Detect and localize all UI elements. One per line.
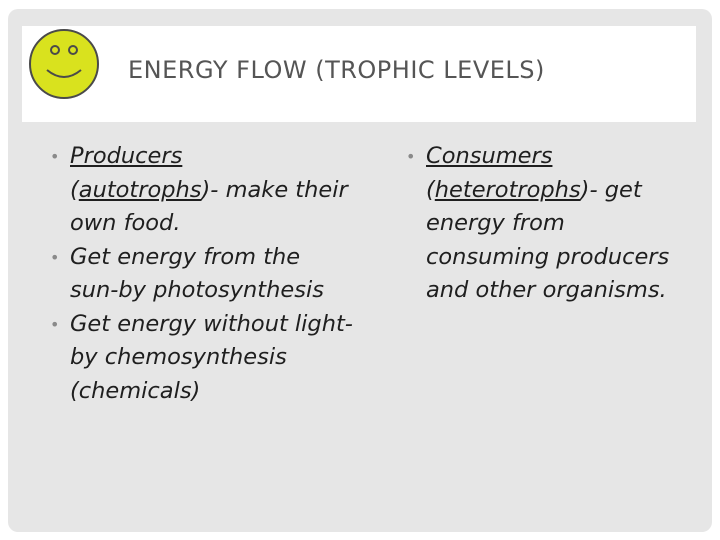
bullet-dot: •: [50, 247, 60, 267]
bullet-sun-energy: [24, 241, 354, 308]
term-consumers: Consumers: [426, 143, 553, 169]
term-producers: Producers: [70, 143, 183, 169]
bullet-dot: •: [406, 147, 416, 166]
bullet-producers: [24, 140, 354, 241]
bullet-text: Get energy from the sun-by photosynthesis: [70, 243, 324, 303]
term-heterotrophs: heterotrophs: [434, 176, 581, 203]
slide-title: ENERGY FLOW (TROPHIC LEVELS): [128, 56, 545, 84]
bullet-dot: •: [50, 314, 60, 334]
consumers-definition: )- get energy from consuming producers and other organisms.: [426, 176, 670, 303]
bullet-text: Get energy without light- by chemosynthesis (chemicals): [70, 310, 353, 404]
smiley-face-icon: [28, 28, 100, 100]
bullet-consumers: [380, 140, 690, 308]
left-column: [24, 140, 354, 408]
open-paren: (: [70, 176, 79, 203]
producers-definition: )- make their own food.: [70, 176, 348, 236]
bullet-chemosynthesis: [24, 308, 354, 409]
bullet-dot: •: [50, 147, 60, 166]
open-paren: (: [426, 176, 435, 203]
term-autotrophs: autotrophs: [78, 176, 202, 203]
right-column: [380, 140, 690, 308]
